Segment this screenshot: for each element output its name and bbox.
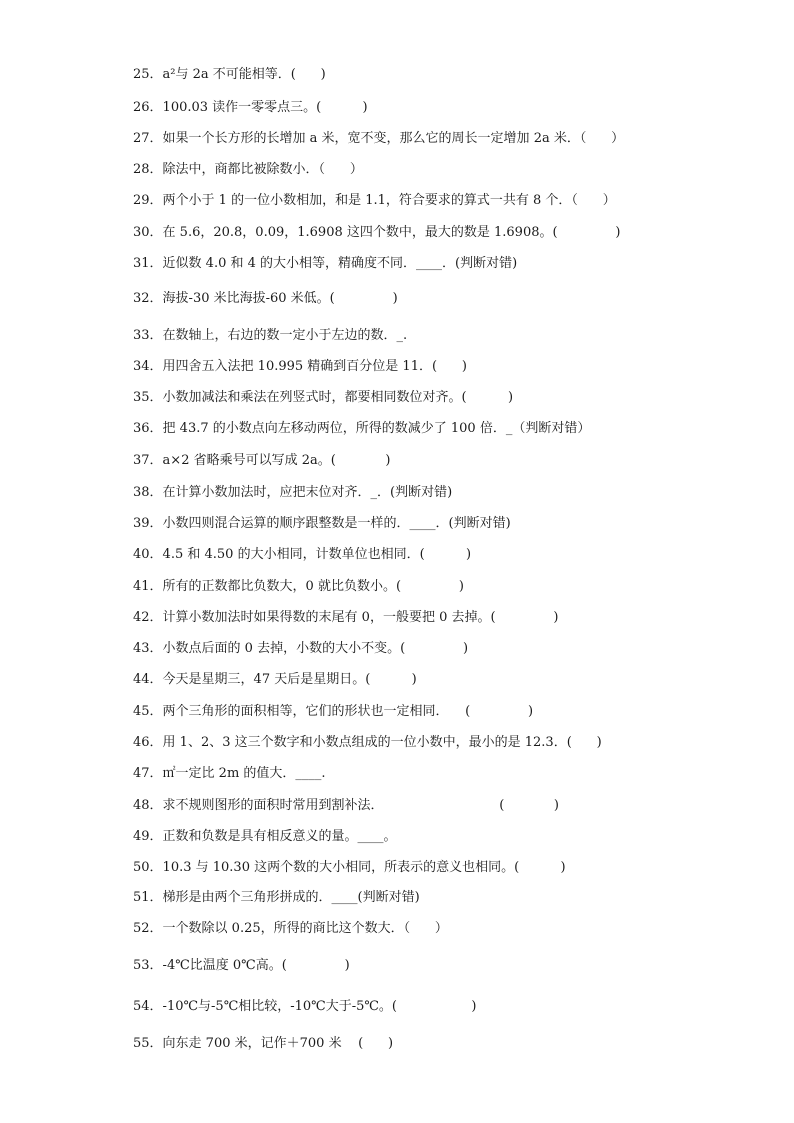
question-number: 55． <box>133 1036 163 1051</box>
question-27 <box>133 130 773 148</box>
question-text: 在 5.6，20.8，0.09，1.6908 这四个数中，最大的数是 1.6908。( ) <box>162 225 621 240</box>
question-number: 30． <box>133 225 163 240</box>
question-text: 用四舍五入法把 10.995 精确到百分位是 11．( ) <box>162 359 467 374</box>
question-number: 34． <box>133 359 163 374</box>
question-number: 25． <box>133 67 163 82</box>
question-text: 两个三角形的面积相等，它们的形状也一定相同． ( ) <box>162 704 534 719</box>
question-number: 26． <box>133 100 163 115</box>
question-50 <box>133 859 773 877</box>
question-31 <box>133 255 773 273</box>
question-number: 31． <box>133 256 163 271</box>
question-28 <box>133 161 773 179</box>
question-51 <box>133 889 773 907</box>
question-number: 50． <box>133 860 163 875</box>
question-41 <box>133 578 773 596</box>
question-text: 今天是星期三，47 天后是星期日。( ) <box>162 672 417 687</box>
question-text: 海拔-30 米比海拔-60 米低。( ) <box>162 291 398 306</box>
question-text: 正数和负数是具有相反意义的量。____。 <box>162 829 397 844</box>
question-46 <box>133 734 773 752</box>
question-number: 45． <box>133 704 163 719</box>
question-40 <box>133 546 773 564</box>
question-36 <box>133 420 773 438</box>
question-text: 向东走 700 米，记作＋700 米 ( ) <box>162 1036 394 1051</box>
question-text: 两个小于 1 的一位小数相加，和是 1.1，符合要求的算式一共有 8 个．（ ） <box>162 193 616 208</box>
question-text: 一个数除以 0.25，所得的商比这个数大．（ ） <box>162 921 448 936</box>
question-30 <box>133 224 773 242</box>
question-number: 36． <box>133 421 163 436</box>
question-text: 把 43.7 的小数点向左移动两位，所得的数减少了 100 倍．_（判断对错） <box>162 421 591 436</box>
question-text: 近似数 4.0 和 4 的大小相等，精确度不同．____．(判断对错) <box>162 256 518 271</box>
question-number: 51． <box>133 890 163 905</box>
question-39 <box>133 515 773 533</box>
question-number: 40． <box>133 547 163 562</box>
question-text: 如果一个长方形的长增加 a 米，宽不变，那么它的周长一定增加 2a 米．（ ） <box>162 131 625 146</box>
question-number: 33． <box>133 328 163 343</box>
question-text: 小数点后面的 0 去掉，小数的大小不变。( ) <box>162 641 469 656</box>
question-number: 44． <box>133 672 163 687</box>
question-text: 计算小数加法时如果得数的末尾有 0，一般要把 0 去掉。( ) <box>162 610 559 625</box>
question-text: a×2 省略乘号可以写成 2a。( ) <box>162 453 391 468</box>
question-26 <box>133 99 773 117</box>
question-number: 53． <box>133 958 163 973</box>
question-text: 4.5 和 4.50 的大小相同，计数单位也相同．( ) <box>162 547 472 562</box>
question-number: 35． <box>133 390 163 405</box>
question-number: 37． <box>133 453 163 468</box>
question-text: -4℃比温度 0℃高。( ) <box>162 958 350 973</box>
question-34 <box>133 358 773 376</box>
question-text: 10.3 与 10.30 这两个数的大小相同，所表示的意义也相同。( ) <box>162 860 566 875</box>
question-49 <box>133 828 773 846</box>
question-42 <box>133 609 773 627</box>
question-38 <box>133 484 773 502</box>
question-54 <box>133 998 773 1016</box>
question-35 <box>133 389 773 407</box>
question-text: 100.03 读作一零零点三。( ) <box>162 100 368 115</box>
question-number: 39． <box>133 516 163 531</box>
question-text: -10℃与-5℃相比较，-10℃大于-5℃。( ) <box>162 999 477 1014</box>
question-43 <box>133 640 773 658</box>
question-55 <box>133 1035 773 1053</box>
question-number: 48． <box>133 798 163 813</box>
question-text: 小数加减法和乘法在列竖式时，都要相同数位对齐。( ) <box>162 390 514 405</box>
question-number: 54． <box>133 999 163 1014</box>
question-text: 除法中，商都比被除数小．（ ） <box>162 162 363 177</box>
question-text: 在数轴上，右边的数一定小于左边的数．_. <box>162 328 408 343</box>
question-number: 27． <box>133 131 163 146</box>
question-text: a²与 2a 不可能相等．( ) <box>162 67 326 82</box>
question-number: 46． <box>133 735 163 750</box>
question-29 <box>133 192 773 210</box>
question-45 <box>133 703 773 721</box>
question-text: 小数四则混合运算的顺序跟整数是一样的．____．(判断对错) <box>162 516 511 531</box>
question-32 <box>133 290 773 308</box>
question-37 <box>133 452 773 470</box>
question-number: 47． <box>133 766 163 781</box>
question-text: ㎡一定比 2m 的值大．____. <box>162 766 326 781</box>
question-number: 52． <box>133 921 163 936</box>
question-47 <box>133 765 773 783</box>
question-text: 求不规则图形的面积时常用到割补法． ( ) <box>162 798 559 813</box>
question-number: 32． <box>133 291 163 306</box>
question-text: 所有的正数都比负数大，0 就比负数小。( ) <box>162 579 464 594</box>
question-48 <box>133 797 773 815</box>
question-number: 41． <box>133 579 163 594</box>
question-text: 用 1、2、3 这三个数字和小数点组成的一位小数中，最小的是 12.3．( ) <box>162 735 602 750</box>
question-number: 49． <box>133 829 163 844</box>
question-number: 38． <box>133 485 163 500</box>
question-44 <box>133 671 773 689</box>
question-number: 29． <box>133 193 163 208</box>
question-number: 28． <box>133 162 163 177</box>
question-text: 在计算小数加法时，应把末位对齐．_．(判断对错) <box>162 485 453 500</box>
question-52 <box>133 920 773 938</box>
question-25 <box>133 66 773 84</box>
question-text: 梯形是由两个三角形拼成的．____(判断对错) <box>162 890 420 905</box>
question-number: 42． <box>133 610 163 625</box>
question-33 <box>133 327 773 345</box>
question-53 <box>133 957 773 975</box>
question-number: 43． <box>133 641 163 656</box>
